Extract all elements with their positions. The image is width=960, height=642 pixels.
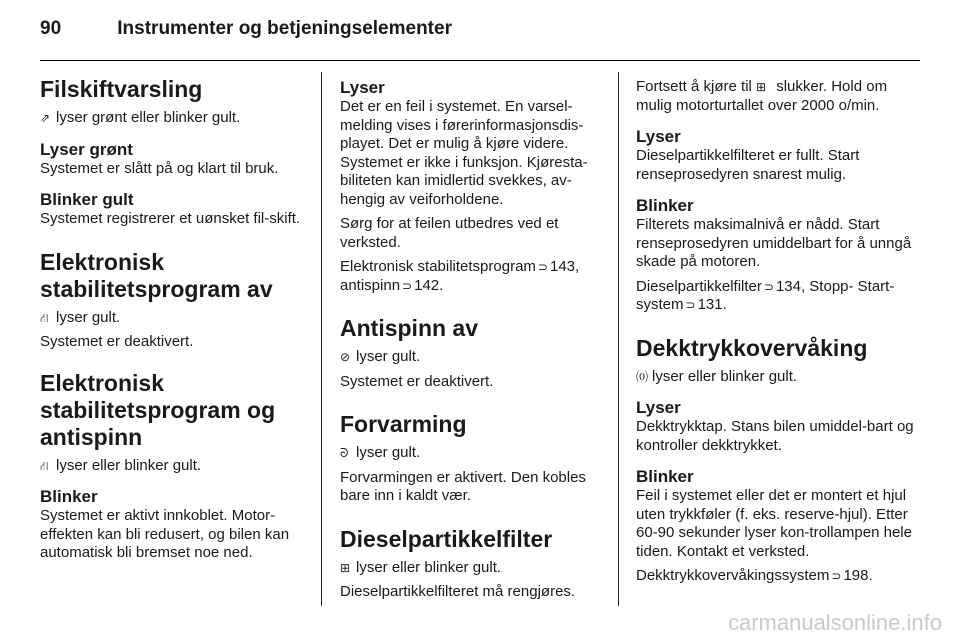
paragraph: Elektronisk stabilitetsprogram ⊃ 143, antispinn ⊃ 142. xyxy=(340,258,580,294)
column-3 xyxy=(636,68,918,592)
subsection-title: Blinker xyxy=(636,467,694,486)
page-reference-icon: ⊃ xyxy=(831,569,842,583)
paragraph: Systemet registrerer et uønsket fil-skift. xyxy=(40,210,301,227)
paragraph: Sørg for at feilen utbedres ved et verksted. xyxy=(340,215,559,251)
esp-off-icon: ⛙ xyxy=(40,310,49,325)
page-reference-icon: ⊃ xyxy=(402,278,413,293)
paragraph: Dieselpartikkelfilteret må rengjøres. xyxy=(340,583,576,600)
paragraph: Systemet er slått på og klart til bruk. xyxy=(40,159,279,177)
column-divider xyxy=(321,72,322,606)
particle-filter-icon: ⊞ xyxy=(756,80,767,94)
gear-shift-icon: ⇗ xyxy=(40,111,51,125)
section-title: Filskiftvarsling xyxy=(40,76,203,102)
section-title: Antispinn av xyxy=(340,315,479,341)
column-divider xyxy=(618,72,619,606)
column-2 xyxy=(340,68,608,608)
glow-plug-icon: ᘐ xyxy=(340,446,349,460)
paragraph: ᘐ lyser gult. xyxy=(340,444,421,461)
page-header xyxy=(40,18,452,40)
subsection-title: Lyser grønt xyxy=(40,139,133,159)
particle-filter-icon: ⊞ xyxy=(340,560,351,575)
section-title: Elektronisk stabilitetsprogram av xyxy=(40,248,273,302)
paragraph: Dieselpartikkelfilter ⊃ 134, Stopp- Start-system ⊃ 131. xyxy=(636,277,895,313)
paragraph: Systemet er aktivt innkoblet. Motor-effekten kan bli redusert, og bilen kan automatisk bli bremset noe ned. xyxy=(40,507,290,561)
paragraph: Dieselpartikkelfilteret er fullt. Start renseprosedyren snarest mulig. xyxy=(636,147,860,183)
subsection-title: Lyser xyxy=(340,78,385,97)
column-1 xyxy=(40,68,308,569)
page-reference-icon: ⊃ xyxy=(685,298,696,312)
subsection-title: Lyser xyxy=(636,398,681,417)
paragraph: Dekktrykktap. Stans bilen umiddel-bart og kontroller dekktrykket. xyxy=(636,418,914,454)
watermark: carmanualsonline.info xyxy=(727,610,942,635)
subsection-title: Blinker gult xyxy=(40,190,134,209)
paragraph: ⊞ lyser eller blinker gult. xyxy=(340,558,502,576)
section-title: Forvarming xyxy=(340,411,467,437)
paragraph: Det er en feil i systemet. En varsel-melding vises i førerinformasjonsdis-playet. Det er mulig å kjøre videre. Systemet er ikke i funksjon. Kjøresta-biliteten kan imidlertid svekkes, av-hengig av veiforholdene. xyxy=(340,98,588,208)
paragraph: ⒪ lyser eller blinker gult. xyxy=(636,367,798,385)
paragraph: ⛙ lyser gult. xyxy=(40,308,121,326)
page-reference-icon: ⊃ xyxy=(763,279,774,294)
section-title: Dekktrykkovervåking xyxy=(636,334,868,361)
paragraph: ⛙ lyser eller blinker gult. xyxy=(40,456,202,474)
esp-icon: ⛙ xyxy=(40,458,49,473)
paragraph: Dekktrykkovervåkingssystem ⊃ 198. xyxy=(636,567,873,584)
paragraph: Fortsett å kjøre til ⊞ slukker. Hold om mulig motorturtallet over 2000 o/min. xyxy=(636,78,888,114)
header-rule xyxy=(40,60,920,61)
page-reference-icon: ⊃ xyxy=(537,260,548,274)
paragraph: Systemet er deaktivert. xyxy=(340,372,494,390)
paragraph: ⊘ lyser gult. xyxy=(340,348,421,365)
paragraph: Filterets maksimalnivå er nådd. Start renseprosedyren umiddelbart for å unngå skade på motoren. xyxy=(636,216,912,270)
paragraph: Feil i systemet eller det er montert et hjul uten trykkføler (f. eks. reserve-hjul). Etter 60-90 sekunder lyser kon-trollampen hele tiden. Kontakt et verksted. xyxy=(636,487,912,560)
paragraph: ⇗ lyser grønt eller blinker gult. xyxy=(40,109,241,126)
paragraph: Forvarmingen er aktivert. Den kobles bare inn i kaldt vær. xyxy=(340,468,586,504)
chapter-title: Instrumenter og betjeningselementer xyxy=(117,18,452,39)
traction-off-icon: ⊘ xyxy=(340,350,351,364)
subsection-title: Blinker xyxy=(40,487,98,506)
tire-pressure-icon: ⒪ xyxy=(636,369,649,384)
subsection-title: Lyser xyxy=(636,127,681,146)
page-number: 90 xyxy=(40,18,62,39)
subsection-title: Blinker xyxy=(636,196,694,215)
section-title: Elektronisk stabilitetsprogram og antispinn xyxy=(40,369,276,450)
section-title: Dieselpartikkelfilter xyxy=(340,525,553,552)
paragraph: Systemet er deaktivert. xyxy=(40,333,194,350)
